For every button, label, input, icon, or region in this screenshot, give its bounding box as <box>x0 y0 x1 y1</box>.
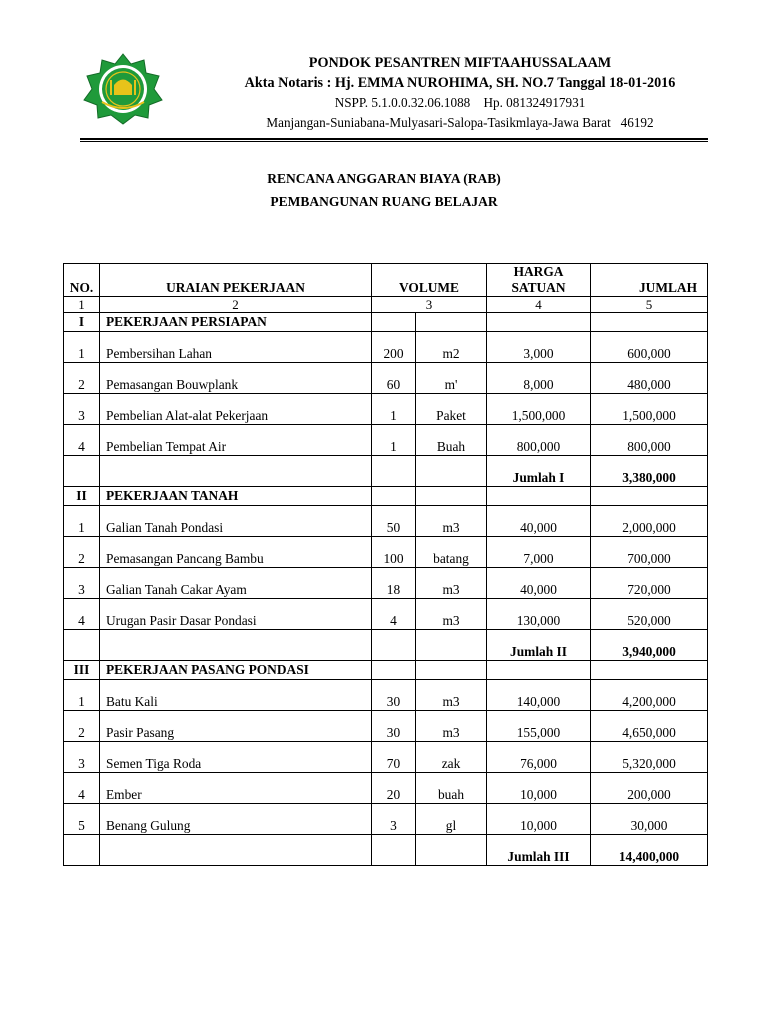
empty-cell <box>372 630 416 661</box>
letterhead-rule <box>80 138 708 140</box>
header-description: URAIAN PEKERJAAN <box>100 264 372 297</box>
document-title: RENCANA ANGGARAN BIAYA (RAB) <box>267 171 501 186</box>
column-number: 3 <box>372 297 487 313</box>
empty-cell <box>100 456 372 487</box>
item-unit: m3 <box>416 568 487 599</box>
column-number: 4 <box>487 297 591 313</box>
nspp-phone: NSPP. 5.1.0.0.32.06.1088 Hp. 081324917931 <box>334 95 586 110</box>
item-volume: 4 <box>372 599 416 630</box>
empty-cell <box>416 661 487 680</box>
letterhead <box>180 54 740 132</box>
item-number: 3 <box>64 568 100 599</box>
section-code: III <box>64 661 100 680</box>
table-row <box>64 804 708 835</box>
item-description: Pembersihan Lahan <box>100 332 372 363</box>
item-unit: gl <box>416 804 487 835</box>
subtotal-value: 14,400,000 <box>591 835 708 866</box>
item-volume: 30 <box>372 711 416 742</box>
item-volume: 100 <box>372 537 416 568</box>
item-volume: 3 <box>372 804 416 835</box>
item-number: 4 <box>64 599 100 630</box>
empty-cell <box>487 487 591 506</box>
item-number: 3 <box>64 742 100 773</box>
item-volume: 70 <box>372 742 416 773</box>
item-unit-price: 7,000 <box>487 537 591 568</box>
empty-cell <box>372 313 416 332</box>
column-number-row <box>64 297 708 313</box>
item-volume: 30 <box>372 680 416 711</box>
institution-name: PONDOK PESANTREN MIFTAAHUSSALAAM <box>308 55 612 71</box>
header-total: JUMLAH <box>591 264 708 297</box>
item-unit-price: 1,500,000 <box>487 394 591 425</box>
section-row <box>64 487 708 506</box>
item-unit: buah <box>416 773 487 804</box>
item-description: Ember <box>100 773 372 804</box>
item-number: 2 <box>64 711 100 742</box>
item-description: Urugan Pasir Dasar Pondasi <box>100 599 372 630</box>
item-unit-price: 140,000 <box>487 680 591 711</box>
item-unit-price: 10,000 <box>487 804 591 835</box>
header-no: NO. <box>64 264 100 297</box>
item-number: 4 <box>64 425 100 456</box>
empty-cell <box>100 835 372 866</box>
budget-table <box>63 263 708 866</box>
table-row <box>64 394 708 425</box>
item-total: 520,000 <box>591 599 708 630</box>
item-number: 1 <box>64 332 100 363</box>
table-row <box>64 711 708 742</box>
item-number: 5 <box>64 804 100 835</box>
item-unit-price: 40,000 <box>487 568 591 599</box>
institution-logo <box>80 52 166 126</box>
empty-cell <box>591 487 708 506</box>
item-total: 1,500,000 <box>591 394 708 425</box>
empty-cell <box>64 835 100 866</box>
empty-cell <box>591 313 708 332</box>
header-price-line1: HARGA <box>513 264 564 279</box>
item-description: Benang Gulung <box>100 804 372 835</box>
item-description: Pemasangan Pancang Bambu <box>100 537 372 568</box>
item-description: Pembelian Alat-alat Pekerjaan <box>100 394 372 425</box>
item-description: Pembelian Tempat Air <box>100 425 372 456</box>
subtotal-value: 3,380,000 <box>591 456 708 487</box>
notary-deed: Akta Notaris : Hj. EMMA NUROHIMA, SH. NO.7 Tanggal 18-01-2016 <box>244 74 676 91</box>
item-description: Galian Tanah Cakar Ayam <box>100 568 372 599</box>
empty-cell <box>416 487 487 506</box>
item-unit: Buah <box>416 425 487 456</box>
item-description: Batu Kali <box>100 680 372 711</box>
item-unit: m3 <box>416 506 487 537</box>
empty-cell <box>487 661 591 680</box>
item-description: Galian Tanah Pondasi <box>100 506 372 537</box>
empty-cell <box>372 835 416 866</box>
header-volume: VOLUME <box>372 264 487 297</box>
header-price-line2: SATUAN <box>511 280 566 295</box>
item-unit-price: 76,000 <box>487 742 591 773</box>
subtotal-row <box>64 456 708 487</box>
item-unit-price: 8,000 <box>487 363 591 394</box>
item-unit: m3 <box>416 711 487 742</box>
column-number: 2 <box>100 297 372 313</box>
item-total: 2,000,000 <box>591 506 708 537</box>
table-row <box>64 332 708 363</box>
table-row <box>64 506 708 537</box>
subtotal-row <box>64 835 708 866</box>
item-number: 4 <box>64 773 100 804</box>
item-volume: 60 <box>372 363 416 394</box>
column-number: 5 <box>591 297 708 313</box>
item-description: Pasir Pasang <box>100 711 372 742</box>
section-title: PEKERJAAN PERSIAPAN <box>100 313 372 332</box>
item-volume: 50 <box>372 506 416 537</box>
item-volume: 1 <box>372 394 416 425</box>
item-number: 2 <box>64 537 100 568</box>
item-unit-price: 800,000 <box>487 425 591 456</box>
item-unit-price: 10,000 <box>487 773 591 804</box>
empty-cell <box>100 630 372 661</box>
empty-cell <box>372 661 416 680</box>
document-subtitle: PEMBANGUNAN RUANG BELAJAR <box>270 194 498 209</box>
item-description: Semen Tiga Roda <box>100 742 372 773</box>
item-number: 2 <box>64 363 100 394</box>
item-unit: batang <box>416 537 487 568</box>
table-row <box>64 568 708 599</box>
section-title: PEKERJAAN TANAH <box>100 487 372 506</box>
header-unit-price <box>487 264 591 297</box>
empty-cell <box>64 456 100 487</box>
table-header-row <box>64 264 708 297</box>
subtotal-label: Jumlah III <box>487 835 591 866</box>
item-unit: m' <box>416 363 487 394</box>
item-total: 4,650,000 <box>591 711 708 742</box>
section-title: PEKERJAAN PASANG PONDASI <box>100 661 372 680</box>
item-unit-price: 40,000 <box>487 506 591 537</box>
empty-cell <box>416 456 487 487</box>
item-unit-price: 155,000 <box>487 711 591 742</box>
item-total: 720,000 <box>591 568 708 599</box>
table-row <box>64 599 708 630</box>
table-row <box>64 680 708 711</box>
table-row <box>64 363 708 394</box>
item-unit: m2 <box>416 332 487 363</box>
empty-cell <box>416 835 487 866</box>
item-number: 3 <box>64 394 100 425</box>
table-row <box>64 773 708 804</box>
item-total: 5,320,000 <box>591 742 708 773</box>
letterhead-rule-thin <box>80 141 708 142</box>
subtotal-value: 3,940,000 <box>591 630 708 661</box>
section-row <box>64 313 708 332</box>
empty-cell <box>416 313 487 332</box>
item-total: 700,000 <box>591 537 708 568</box>
empty-cell <box>416 630 487 661</box>
item-description: Pemasangan Bouwplank <box>100 363 372 394</box>
item-total: 480,000 <box>591 363 708 394</box>
empty-cell <box>64 630 100 661</box>
item-unit: Paket <box>416 394 487 425</box>
item-volume: 200 <box>372 332 416 363</box>
section-code: II <box>64 487 100 506</box>
item-total: 800,000 <box>591 425 708 456</box>
item-total: 600,000 <box>591 332 708 363</box>
empty-cell <box>487 313 591 332</box>
item-number: 1 <box>64 680 100 711</box>
empty-cell <box>591 661 708 680</box>
crest-icon <box>80 52 166 126</box>
subtotal-label: Jumlah II <box>487 630 591 661</box>
item-volume: 18 <box>372 568 416 599</box>
section-code: I <box>64 313 100 332</box>
empty-cell <box>372 487 416 506</box>
table-row <box>64 537 708 568</box>
address: Manjangan-Suniabana-Mulyasari-Salopa-Tasikmlaya-Jawa Barat 46192 <box>266 114 654 130</box>
column-number: 1 <box>64 297 100 313</box>
item-volume: 1 <box>372 425 416 456</box>
item-unit: m3 <box>416 599 487 630</box>
item-unit-price: 130,000 <box>487 599 591 630</box>
item-unit: m3 <box>416 680 487 711</box>
table-row <box>64 742 708 773</box>
item-unit-price: 3,000 <box>487 332 591 363</box>
empty-cell <box>372 456 416 487</box>
subtotal-label: Jumlah I <box>487 456 591 487</box>
section-row <box>64 661 708 680</box>
item-unit: zak <box>416 742 487 773</box>
item-total: 4,200,000 <box>591 680 708 711</box>
table-row <box>64 425 708 456</box>
subtotal-row <box>64 630 708 661</box>
item-total: 30,000 <box>591 804 708 835</box>
item-volume: 20 <box>372 773 416 804</box>
item-number: 1 <box>64 506 100 537</box>
item-total: 200,000 <box>591 773 708 804</box>
